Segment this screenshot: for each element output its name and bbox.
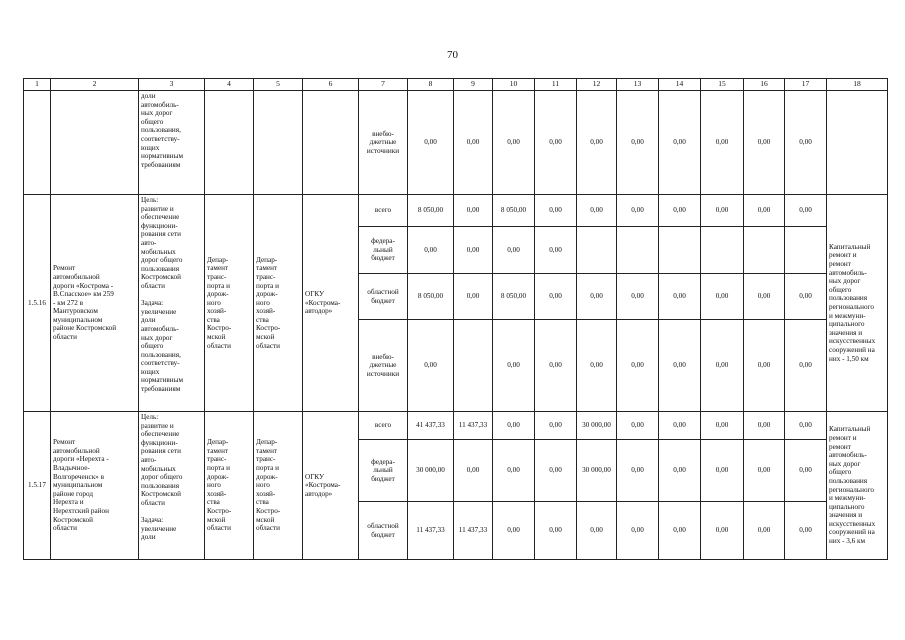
funding-source-cell: федера- льный бюджет [359,440,408,502]
value-cell: 0,00 [744,91,785,195]
column-header: 4 [205,79,254,91]
value-cell: 0,00 [744,502,785,560]
value-cell: 0,00 [535,274,577,320]
executor-cell: Депар- тамент транс- порта и дорож- ного хозяй- ства Костро- мской области [205,195,254,412]
value-cell: 0,00 [785,412,827,440]
value-cell: 8 050,00 [408,274,454,320]
value-cell: 8 050,00 [493,195,535,227]
coexecutor-cell [254,91,303,195]
result-indicator-cell: Капитальный ремонт и ремонт автомобиль- ных дорог общего пользования регионального и межмуни- ципального значения и искусственных сооружений на них - 1,50 км [827,195,888,412]
value-cell [454,320,493,412]
column-header: 1 [24,79,51,91]
event-name-cell: Ремонт автомобильной дороги «Нерехта - Владычное- Волгореченск» в муниципальном районе город Нерехта и Нерехтский район Костромской области [51,412,139,560]
table-row [24,195,888,227]
funding-source-cell: областной бюджет [359,502,408,560]
value-cell: 30 000,00 [577,412,617,440]
value-cell: 0,00 [493,227,535,274]
row-number-cell: 1.5.16 [24,195,51,412]
participant-cell: ОГКУ «Кострома- автодор» [303,195,359,412]
funding-source-cell: всего [359,195,408,227]
value-cell: 0,00 [577,195,617,227]
event-name-cell [51,91,139,195]
table-row [24,412,888,440]
column-header: 9 [454,79,493,91]
value-cell: 30 000,00 [577,440,617,502]
value-cell: 0,00 [454,227,493,274]
column-header: 15 [701,79,744,91]
program-table [23,78,888,560]
value-cell: 0,00 [408,91,454,195]
goal-cell: доли автомобиль- ных дорог общего пользования, соответству- ющих нормативным требованиям [139,91,205,195]
column-header: 3 [139,79,205,91]
page-number: 70 [447,49,458,61]
value-cell: 11 437,33 [454,502,493,560]
value-cell: 0,00 [408,320,454,412]
participant-cell [303,91,359,195]
value-cell: 30 000,00 [408,440,454,502]
value-cell: 0,00 [535,195,577,227]
value-cell: 0,00 [701,274,744,320]
value-cell: 0,00 [535,412,577,440]
value-cell: 0,00 [577,91,617,195]
value-cell: 0,00 [535,91,577,195]
column-header: 2 [51,79,139,91]
value-cell: 0,00 [493,320,535,412]
value-cell: 0,00 [493,440,535,502]
value-cell: 0,00 [659,195,701,227]
value-cell: 0,00 [535,227,577,274]
value-cell: 0,00 [785,502,827,560]
executor-cell: Депар- тамент транс- порта и дорож- ного хозяй- ства Костро- мской области [205,412,254,560]
goal-cell: Цель: развитие и обеспечение функциони- рования сети авто- мобильных дорог общего пользования Костромской области Задача: увеличение доли [139,412,205,560]
value-cell: 0,00 [744,320,785,412]
participant-cell: ОГКУ «Кострома- автодор» [303,412,359,560]
value-cell: 0,00 [701,195,744,227]
value-cell: 0,00 [617,195,659,227]
header-row [24,79,888,91]
column-header: 13 [617,79,659,91]
column-header: 7 [359,79,408,91]
value-cell: 0,00 [454,91,493,195]
value-cell: 0,00 [493,412,535,440]
value-cell: 0,00 [659,412,701,440]
value-cell: 0,00 [408,227,454,274]
value-cell: 0,00 [577,274,617,320]
value-cell: 0,00 [617,502,659,560]
value-cell [744,227,785,274]
row-number-cell [24,91,51,195]
column-header: 10 [493,79,535,91]
funding-source-cell: областной бюджет [359,274,408,320]
value-cell: 0,00 [535,320,577,412]
event-name-cell: Ремонт автомобильной дороги «Кострома - В.Спасское» км 259 - км 272 в Мантуровском муниципальном районе Костромской области [51,195,139,412]
value-cell [659,227,701,274]
value-cell: 0,00 [535,502,577,560]
coexecutor-cell: Депар- тамент транс- порта и дорож- ного хозяй- ства Костро- мской области [254,195,303,412]
value-cell [617,227,659,274]
funding-source-cell: внебю- джетные источники [359,91,408,195]
column-header: 16 [744,79,785,91]
value-cell: 0,00 [617,440,659,502]
value-cell: 0,00 [744,195,785,227]
value-cell [701,227,744,274]
value-cell: 11 437,33 [454,412,493,440]
value-cell: 0,00 [659,320,701,412]
value-cell: 8 050,00 [493,274,535,320]
funding-source-cell: федера- льный бюджет [359,227,408,274]
value-cell: 0,00 [744,412,785,440]
value-cell: 0,00 [454,274,493,320]
value-cell: 0,00 [617,320,659,412]
value-cell: 0,00 [659,440,701,502]
value-cell: 0,00 [785,195,827,227]
row-number-cell: 1.5.17 [24,412,51,560]
value-cell: 0,00 [701,440,744,502]
value-cell: 0,00 [577,502,617,560]
value-cell: 0,00 [493,91,535,195]
value-cell: 8 050,00 [408,195,454,227]
funding-source-cell: внебю- джетные источники [359,320,408,412]
column-header: 8 [408,79,454,91]
column-header: 12 [577,79,617,91]
value-cell: 0,00 [701,91,744,195]
goal-cell: Цель: развитие и обеспечение функциони- рования сети авто- мобильных дорог общего пользования Костромской области Задача: увеличение доли автомобиль- ных дорог общего пользования, соответству- ющих нормативным требованиям [139,195,205,412]
value-cell: 0,00 [744,440,785,502]
value-cell: 0,00 [659,502,701,560]
result-indicator-cell: Капитальный ремонт и ремонт автомобиль- ных дорог общего пользования регионального и межмуни- ципального значения и искусственных сооружений на них - 3,6 км [827,412,888,560]
value-cell: 0,00 [659,91,701,195]
value-cell: 0,00 [701,412,744,440]
column-header: 6 [303,79,359,91]
value-cell: 0,00 [744,274,785,320]
value-cell: 0,00 [577,320,617,412]
value-cell: 0,00 [785,274,827,320]
value-cell: 0,00 [535,440,577,502]
value-cell: 0,00 [785,440,827,502]
value-cell: 0,00 [617,91,659,195]
column-header: 17 [785,79,827,91]
value-cell: 11 437,33 [408,502,454,560]
value-cell: 0,00 [617,274,659,320]
column-header: 18 [827,79,888,91]
value-cell: 0,00 [493,502,535,560]
funding-source-cell: всего [359,412,408,440]
value-cell: 0,00 [785,320,827,412]
value-cell: 41 437,33 [408,412,454,440]
result-indicator-cell [827,91,888,195]
value-cell: 0,00 [659,274,701,320]
column-header: 14 [659,79,701,91]
table-row [24,91,888,195]
value-cell: 0,00 [454,195,493,227]
coexecutor-cell: Депар- тамент транс- порта и дорож- ного хозяй- ства Костро- мской области [254,412,303,560]
value-cell [785,227,827,274]
column-header: 11 [535,79,577,91]
executor-cell [205,91,254,195]
value-cell: 0,00 [785,91,827,195]
value-cell: 0,00 [454,440,493,502]
value-cell: 0,00 [701,502,744,560]
value-cell: 0,00 [701,320,744,412]
column-header: 5 [254,79,303,91]
value-cell: 0,00 [617,412,659,440]
value-cell [577,227,617,274]
